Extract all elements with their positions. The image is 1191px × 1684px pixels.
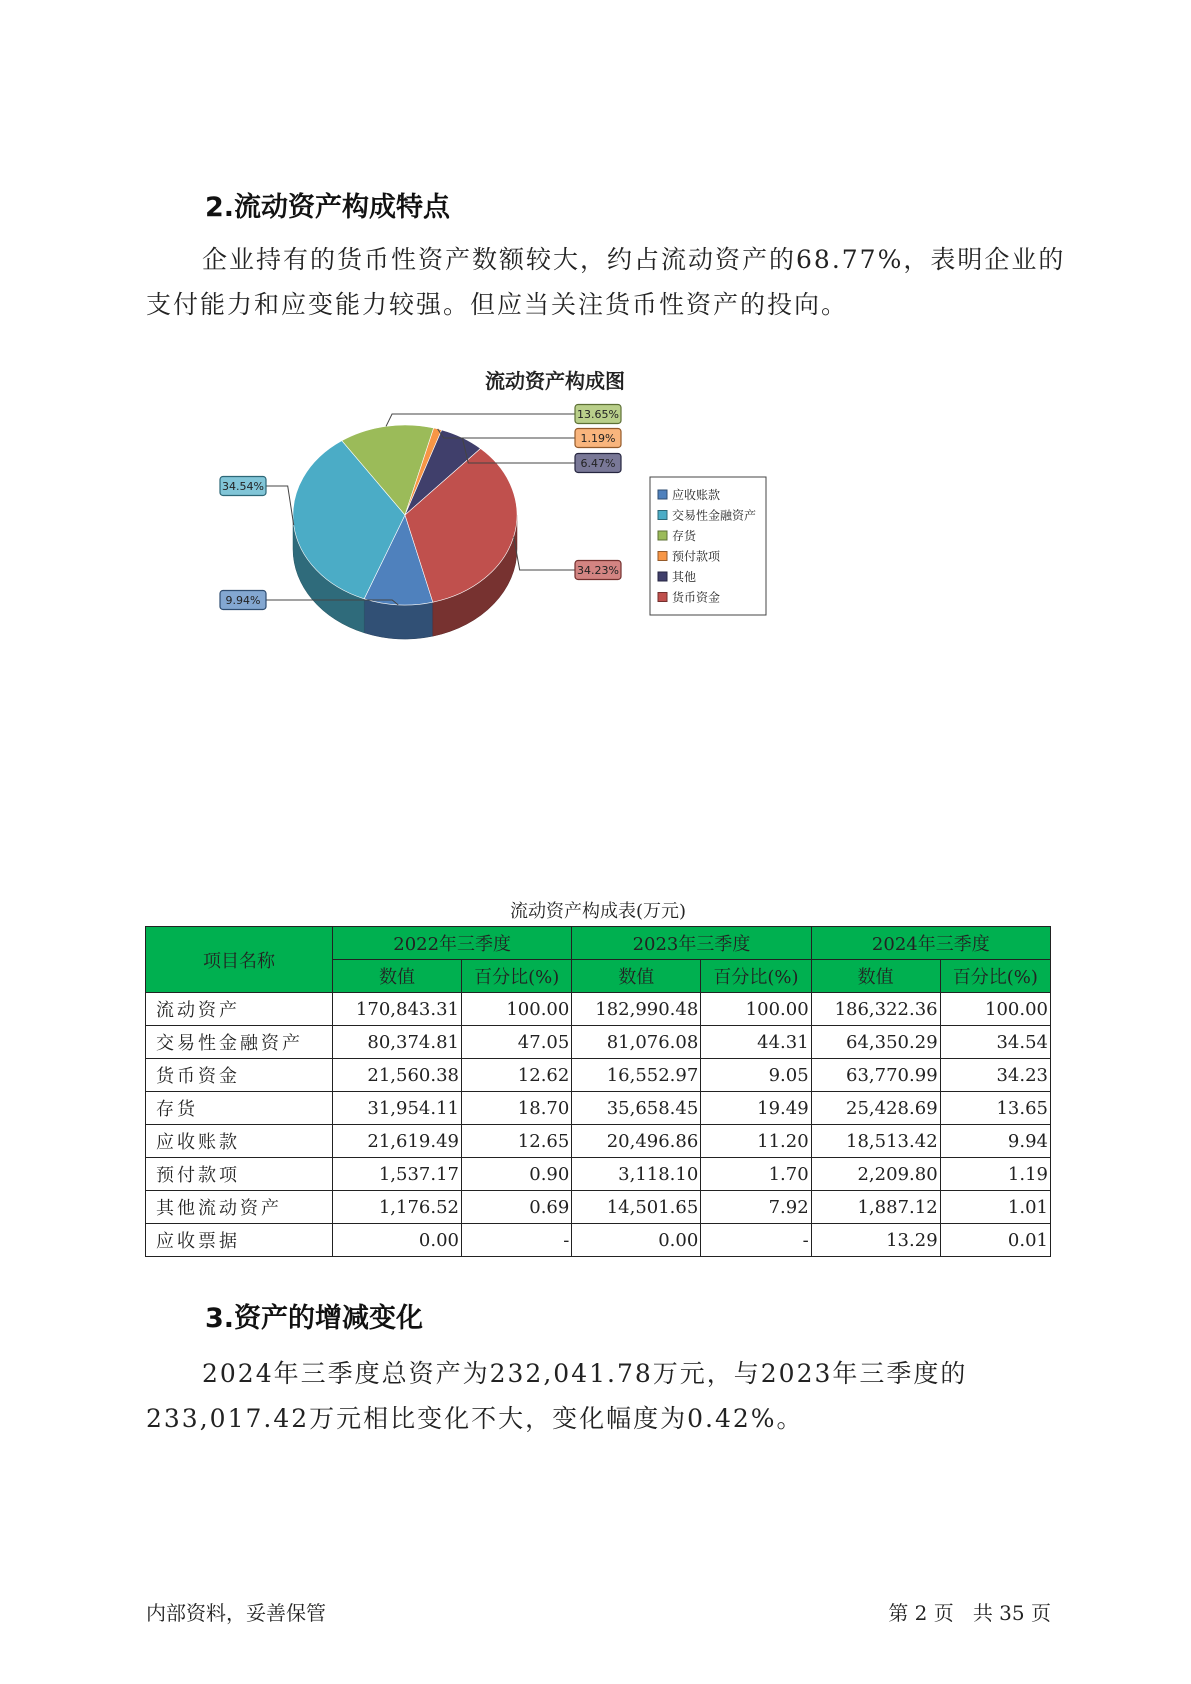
page-number: 第 2 页 共 35 页 — [888, 1601, 1051, 1625]
header-period: 2024年三季度 — [811, 927, 1050, 960]
header-percent: 百分比(%) — [940, 960, 1050, 993]
cell-value: 21,619.49 — [333, 1125, 462, 1158]
cell-value: 18,513.42 — [811, 1125, 940, 1158]
current-assets-table — [145, 926, 1051, 1257]
cell-value: 31,954.11 — [333, 1092, 462, 1125]
footer-left: 内部资料，妥善保管 — [146, 1601, 326, 1625]
paragraph: 2024年三季度总资产为232,041.78万元，与2023年三季度的233,017.42万元相比变化不大，变化幅度为0.42%。 — [146, 1359, 968, 1433]
section-title: 2.流动资产构成特点 — [205, 192, 451, 223]
section-title: 3.资产的增减变化 — [205, 1303, 424, 1334]
cell-percent: 44.31 — [701, 1026, 811, 1059]
table-row — [146, 1092, 1051, 1125]
legend-swatch — [658, 490, 667, 499]
cell-value: 13.29 — [811, 1224, 940, 1257]
cell-value: 14,501.65 — [572, 1191, 701, 1224]
cell-percent: 12.65 — [461, 1125, 571, 1158]
legend-swatch — [658, 593, 667, 602]
cell-percent: 100.00 — [940, 993, 1050, 1026]
cell-value: 1,537.17 — [333, 1158, 462, 1191]
cell-value: 63,770.99 — [811, 1059, 940, 1092]
header-period: 2022年三季度 — [333, 927, 572, 960]
cell-value: 2,209.80 — [811, 1158, 940, 1191]
cell-percent: 0.69 — [461, 1191, 571, 1224]
header-value: 数值 — [811, 960, 940, 993]
callout-line — [266, 486, 294, 525]
cell-percent: 13.65 — [940, 1092, 1050, 1125]
cell-value: 81,076.08 — [572, 1026, 701, 1059]
cell-value: 21,560.38 — [333, 1059, 462, 1092]
header-item-name: 项目名称 — [146, 927, 333, 993]
header-value: 数值 — [572, 960, 701, 993]
data-label: 6.47% — [580, 457, 616, 470]
cell-percent: 100.00 — [701, 993, 811, 1026]
cell-value: 3,118.10 — [572, 1158, 701, 1191]
table-row — [146, 993, 1051, 1026]
cell-percent: 12.62 — [461, 1059, 571, 1092]
cell-value: 1,176.52 — [333, 1191, 462, 1224]
cell-percent: 1.19 — [940, 1158, 1050, 1191]
cell-value: 64,350.29 — [811, 1026, 940, 1059]
legend-label: 预付款项 — [672, 549, 721, 564]
callout-line — [386, 414, 575, 426]
header-percent: 百分比(%) — [701, 960, 811, 993]
table-header-row — [146, 927, 1051, 960]
legend-label: 应收账款 — [672, 488, 721, 502]
legend-swatch — [658, 531, 667, 540]
row-item-name: 其他流动资产 — [146, 1191, 333, 1224]
data-label: 34.54% — [222, 480, 264, 493]
legend-swatch — [658, 552, 667, 561]
data-label: 1.19% — [580, 432, 616, 445]
cell-percent: 0.01 — [940, 1224, 1050, 1257]
cell-percent: 34.54 — [940, 1026, 1050, 1059]
cell-value: 170,843.31 — [333, 993, 462, 1026]
cell-value: 0.00 — [333, 1224, 462, 1257]
cell-percent: 47.05 — [461, 1026, 571, 1059]
table-row — [146, 1191, 1051, 1224]
table-row — [146, 1224, 1051, 1257]
chart-title: 流动资产构成图 — [485, 369, 625, 393]
cell-percent: 9.94 — [940, 1125, 1050, 1158]
data-label: 34.23% — [577, 564, 619, 577]
legend-label: 货币资金 — [672, 590, 721, 605]
pie-chart-svg — [190, 360, 850, 680]
cell-percent: 1.01 — [940, 1191, 1050, 1224]
header-percent: 百分比(%) — [461, 960, 571, 993]
row-item-name: 交易性金融资产 — [146, 1026, 333, 1059]
row-item-name: 应收票据 — [146, 1224, 333, 1257]
cell-value: 182,990.48 — [572, 993, 701, 1026]
cell-percent: 1.70 — [701, 1158, 811, 1191]
table-row — [146, 1026, 1051, 1059]
cell-percent: 11.20 — [701, 1125, 811, 1158]
cell-percent: 7.92 — [701, 1191, 811, 1224]
cell-value: 20,496.86 — [572, 1125, 701, 1158]
legend-label: 存货 — [672, 529, 697, 543]
legend-swatch — [658, 511, 667, 520]
cell-percent: 9.05 — [701, 1059, 811, 1092]
cell-value: 0.00 — [572, 1224, 701, 1257]
table-row — [146, 1158, 1051, 1191]
cell-percent: - — [461, 1224, 571, 1257]
cell-value: 25,428.69 — [811, 1092, 940, 1125]
cell-value: 16,552.97 — [572, 1059, 701, 1092]
legend-label: 交易性金融资产 — [672, 508, 757, 523]
cell-percent: 18.70 — [461, 1092, 571, 1125]
row-item-name: 存货 — [146, 1092, 333, 1125]
row-item-name: 货币资金 — [146, 1059, 333, 1092]
callout-line — [514, 537, 575, 570]
cell-value: 1,887.12 — [811, 1191, 940, 1224]
data-label: 9.94% — [225, 594, 261, 607]
cell-percent: 0.90 — [461, 1158, 571, 1191]
cell-percent: 34.23 — [940, 1059, 1050, 1092]
data-label: 13.65% — [577, 408, 619, 421]
row-item-name: 应收账款 — [146, 1125, 333, 1158]
header-value: 数值 — [333, 960, 462, 993]
legend-label: 其他 — [672, 570, 697, 584]
cell-percent: 19.49 — [701, 1092, 811, 1125]
table-caption: 流动资产构成表(万元) — [509, 901, 687, 922]
table-row — [146, 1059, 1051, 1092]
cell-value: 35,658.45 — [572, 1092, 701, 1125]
header-period: 2023年三季度 — [572, 927, 811, 960]
legend-swatch — [658, 572, 667, 581]
paragraph: 企业持有的货币性资产数额较大，约占流动资产的68.77%，表明企业的支付能力和应变能力较强。但应当关注货币性资产的投向。 — [146, 245, 1066, 319]
cell-percent: - — [701, 1224, 811, 1257]
cell-percent: 100.00 — [461, 993, 571, 1026]
row-item-name: 流动资产 — [146, 993, 333, 1026]
cell-value: 186,322.36 — [811, 993, 940, 1026]
row-item-name: 预付款项 — [146, 1158, 333, 1191]
pie-chart — [190, 360, 850, 680]
table-row — [146, 1125, 1051, 1158]
cell-value: 80,374.81 — [333, 1026, 462, 1059]
chart-legend — [650, 477, 766, 615]
